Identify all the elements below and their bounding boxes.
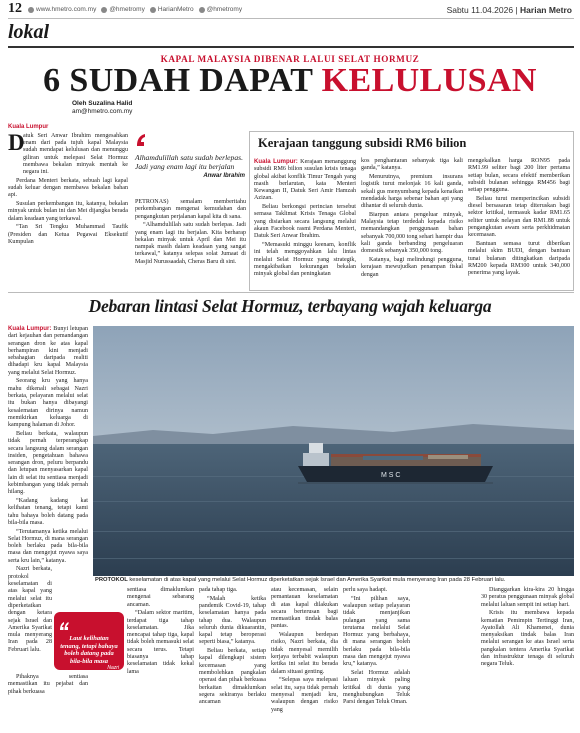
quote-mark-icon xyxy=(135,132,151,148)
headline-block xyxy=(0,54,580,99)
ship-photo xyxy=(93,326,574,576)
second-story-col-b: pada tahap tiga. “Malah ketika pandemik Covid-19, tahap keselamatan hanya pada tahap dua. Walaupun seluruh dunia dikuarantin, kapal tetap beroperasi seperti biasa,” katanya. Beliau berkata, setiap kapal dilengkapi sistem kecemasan yang membolehkan pangkalan operasi dan pihak berkuasa berkaitan dimaklumkan segera sekiranya berlaku ancaman xyxy=(199,587,266,706)
second-headline: Debaran lintasi Selat Hormuz, terbayang wajah keluarga xyxy=(88,296,492,316)
social-link-facebook[interactable]: HarianMetro xyxy=(150,6,194,13)
issue-date: Sabtu 11.04.2026 | Harian Metro xyxy=(446,5,572,15)
photo-caption: PROTOKOL keselamatan di atas kapal yang melalui Selat Hormuz diperketatkan sejak Israel dan Amerika Syarikat mula menyerang Iran pada 28 Februari lalu. xyxy=(95,577,506,583)
social-links xyxy=(28,6,247,13)
social-link-web[interactable]: www.hmetro.com.my xyxy=(28,6,96,13)
second-story-col-e: Dianggarkan kira-kira 20 hingga 30 peratus penggunaan minyak global melalui laluan sempit ini setiap hari. Krisis itu membawa kepada kematian Pemimpin Tertinggi Iran, Ayatollah Ali Khamenei, dunia menyaksikan tindak balas Iran melalui serangan ke atas Israel serta pangkalan tentera Amerika Syarikat dan infrastruktur tenaga di seluruh negara Teluk. xyxy=(481,587,574,668)
headline-kicker: KAPAL MALAYSIA DIBENAR LALUI SELAT HORMUZ xyxy=(160,54,420,64)
quote-attribution: Anwar Ibrahim xyxy=(203,173,245,179)
second-story-left-col: Kuala Lumpur: Bunyi letupan dari kejauhan dan pemandangan serangan dron ke atas kapal berhampiran kini menjadi sebahagian daripada realiti dihadapi kru kapal Malaysia yang melalui Selat Hormuz. Seorang kru yang hanya mahu dikenali sebagai Nazri berkata, pelayaran melalui selat itu bukan hanya dibayangi kesalematan dirinya namun memikirkan keluarga di kampung halaman di Johor. Beliau berkata, walaupun tidak pernah terperangkap secara langsung dalam serangan insiden, pengetahuan bahawa serangan dron, peluru berpandu dan letupan menyasarkan kapal lain di selat itu sentiasa menjadi kebimbangan yang tidak pernah hilang. “Kadang kadang kat kelihatan tenang, tetapi kami tahu bahaya boleh datang pada bila-bila masa. “Terutamanya ketika melalui Selat Hormuz, di mana serangan boleh berlaku pada bila-bila masa dan mengejut nyawa saya serta kru lain,” katanya. Nazri berkata, protokol keselamatan di atas kapal yang melalui selat itu diperketatkan dengan ketara sejak Israel dan Amerika Syarikat mula menyerang Iran pada 28 Februari lalu. xyxy=(8,325,88,653)
second-story-col-a: sentiasa dimaklumkan mengenai sebarang ancaman. “Dalam sektor maritim, terdapat tiga tahap keselamatan. Jika mencapai tahap tiga, kapal tidak boleh memasuki selat secara terus. Tetapi biasanya tahap keselamatan tidak kekal lama xyxy=(127,587,194,675)
facebook-icon xyxy=(150,7,156,13)
quote-box xyxy=(135,132,245,179)
subsidy-box xyxy=(249,131,574,291)
main-headline: 6 SUDAH DAPAT KELULUSAN xyxy=(43,62,537,99)
divider xyxy=(8,18,574,19)
quote-text: Alhamdulillah satu sudah berlepas. Jadi yang enam lagi itu berjalan xyxy=(135,153,243,171)
drop-cap: D xyxy=(8,129,25,155)
second-story-left-col-end: Pihaknya sentiasa memastikan itu pejabat dan pihak berkuasa xyxy=(8,674,88,695)
container-ship-image xyxy=(93,326,574,576)
subsidy-col2: kos penghantaran sebanyak tiga kali ganda,” katanya. Menurutnya, premium insurans logistik turut melonjak 16 kali ganda, sekali gus menyumbang kepada kenaikan mendadak harga sebenar bahan api yang dihantar di seluruh dunia. Biarpun antara pengeluar minyak, Malaysia tetap terdedah kepada risiko memandangkan penggunaan bahan sebanyak 700,000 tong sehari hampir dua kali ganda berbanding pengeluaran domestik sebanyak 350,000 tong. Katanya, bagi melindungi pengguna, kerajaan mewujudkan penampan fiskal dengan xyxy=(361,158,463,278)
globe-icon xyxy=(28,7,34,13)
main-story-col2: PETRONAS) semalam memberitahu perkembangan mengenai kemudahan dan pengangkutan perjalanan kapal kita di sana. “Alhamdulillah satu sudah berlepas. Jadi yang enam lagi itu berjalan. Kita berharap bekalan minyak untuk April dan Mei itu nampak masih dalam keadaan yang sangat terkawal,” katanya selepas solat Jumaat di Masjid Nurussaadah, Cheras Baru di sini. xyxy=(135,199,246,265)
subsidy-col1: Kuala Lumpur: Kerajaan menanggung subsidi RM6 bilion susulan krisis tenaga global akibat konflik Timur Tengah yang masih berlarutan, kata Menteri Kewangan II, Datuk Seri Amir Hamzah Azizan. Beliau berkongsi perincian tersebut semasa Taklimat Krisis Tenaga Global yang disiarkan secara langsung melalui akaun Facebook rasmi Perdana Menteri, Datuk Seri Anwar Ibrahim. “Memasuki minggu keenam, konflik ini telah menggoyahkan lalu lintas melalui Selat Hormuz yang strategik, mengakibatkan kekurangan bekalan minyak global dan peningkatan xyxy=(254,158,356,278)
main-story-col1: Kuala Lumpur D atuk Seri Anwar Ibrahim mengesahkan enam dari pada tujuh kapal Malaysia sudah mendapat kelulusan dan menunggu giliran untuk melepasi Selat Hormuz membawa bekalan minyak mentah ke negara ini. Perdana Menteri berkata, sebuah lagi kapal sudah keluar dengan membawa bekalan bahan api. Susulan perkembangan itu, katanya, bekalan minyak untuk bulan ini dan Mei dijangka berada dalam keadaan yang terkawal. “Tan Sri Tengku Muhammad Taufik (Presiden dan Ketua Pegawai Eksekutif Kumpulan xyxy=(8,124,128,246)
page-number: 12 xyxy=(8,1,22,16)
twitter-icon xyxy=(101,7,107,13)
instagram-icon xyxy=(199,7,205,13)
byline: Oleh Suzalina Halid am@hmetro.com.my xyxy=(72,100,133,115)
subsidy-col3: mengekalkan harga RON95 pada RM1.99 seliter bagi 200 liter pertama setiap bulan, secara efektif memberikan subsidi bulanan sehingga RM456 bagi setiap pengguna. Beliau turut memperincikan subsidi diesel bersasaran tetap diteruskan bagi sektor kritikal, termasuk kadar RM1.65 seliter untuk nelayan dan RM1.88 untuk pengangkutan awam serta perkhidmatan kecemasan. Bantuan semasa turut diberikan melalui skim BUDI, dengan bantuan tunai bulanan ditingkatkan daripada RM200 kepada RM300 untuk 340,000 penerima yang layak. xyxy=(468,158,570,277)
second-story-col-d: perlu saya hadapi. “Ini pilihan saya, walaupun setiap pelayaran tidak menjanjikan pulangan yang sama terutama melalui Selat Hormuz yang berbahaya, di mana serangan boleh berlaku pada bila-bila masa dan mengejut nyawa kru,” katanya. Selat Hormuz adalah laluan minyak paling kritikal di dunia yang menghubungkan Teluk Parsi dengan Teluk Oman. xyxy=(343,587,410,706)
top-bar xyxy=(0,0,580,19)
section-label: lokal xyxy=(8,21,50,43)
pull-quote: Laut kelihatan tenang, tetapi bahaya boleh datang pada bila-bila masa Nazri xyxy=(54,612,124,670)
subsidy-headline: Kerajaan tanggung subsidi RM6 bilion xyxy=(258,136,467,150)
quote-mark-icon xyxy=(59,622,69,630)
divider xyxy=(8,292,574,293)
second-story-col-c: atau kecemasan, selain pemantauan keselamatan di atas kapal dilakukan secara berterusan bagi memastikan tindak balas pantas. Walaupun berdepan risiko, Nazri berkata, dia tidak menyesal memilih kerjaya terbabit walaupun ketika ini selat itu berada dalam situasi genting. “Selepas saya melepasi selat itu, saya tidak pernah menyesal menjadi kru, walaupun dengan risiko yang xyxy=(271,587,338,713)
social-link-twitter[interactable]: @hmetromy xyxy=(101,6,145,13)
ship-hull-text: M S C xyxy=(381,472,401,479)
section-rule xyxy=(8,46,574,48)
social-link-instagram[interactable]: @hmetromy xyxy=(199,6,243,13)
